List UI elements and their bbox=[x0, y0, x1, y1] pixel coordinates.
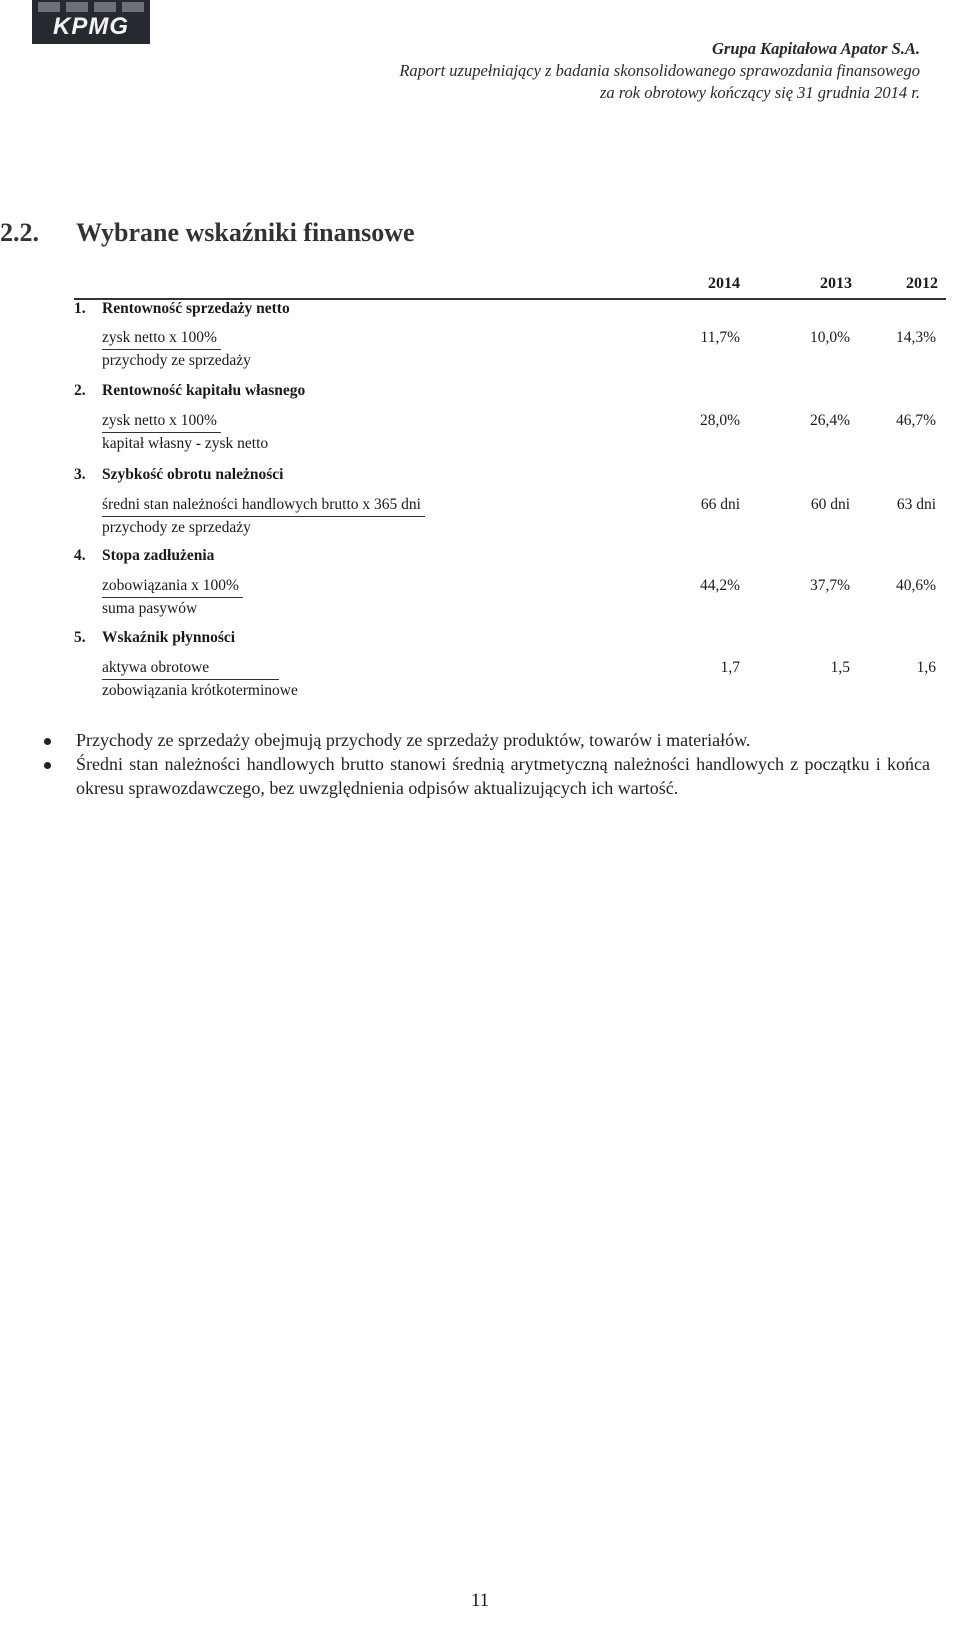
logo-text: KPMG bbox=[53, 13, 129, 40]
ratios-table bbox=[74, 268, 946, 699]
header-line-2: Raport uzupełniający z badania skonsolidowanego sprawozdania finansowego bbox=[399, 61, 920, 80]
formula-denominator: suma pasywów bbox=[102, 600, 198, 617]
formula-numerator: średni stan należności handlowych brutto x 365 dni bbox=[102, 494, 425, 517]
ratio-value: 60 dni bbox=[810, 496, 850, 513]
ratio-value: 1,5 bbox=[830, 659, 850, 676]
bullet-icon bbox=[44, 738, 51, 745]
ratio-value: 66 dni bbox=[700, 496, 740, 513]
section-heading bbox=[0, 218, 415, 248]
logo-blocks bbox=[38, 2, 144, 12]
formula-denominator: przychody ze sprzedaży bbox=[102, 352, 251, 369]
ratio-value: 40,6% bbox=[895, 577, 936, 594]
year-2012: 2012 bbox=[906, 275, 938, 292]
formula-denominator: kapitał własny - zysk netto bbox=[102, 435, 269, 452]
formula-denominator: przychody ze sprzedaży bbox=[102, 519, 251, 536]
formula-numerator: aktywa obrotowe bbox=[102, 657, 279, 680]
ratio-value: 44,2% bbox=[699, 577, 740, 594]
ratio-title: 2. Rentowność kapitału własnego bbox=[74, 382, 306, 399]
section-number: 2.2. bbox=[0, 218, 39, 247]
ratio-title: 3. Szybkość obrotu należności bbox=[74, 466, 284, 483]
year-2014: 2014 bbox=[708, 275, 740, 292]
ratio-value: 37,7% bbox=[809, 577, 850, 594]
note-item: Przychody ze sprzedaży obejmują przychody ze sprzedaży produktów, towarów i materiałów. bbox=[40, 728, 930, 752]
ratio-title: 1. Rentowność sprzedaży netto bbox=[74, 300, 290, 317]
header-line-3: za rok obrotowy kończący się 31 grudnia 2014 r. bbox=[599, 83, 920, 102]
year-2013: 2013 bbox=[820, 275, 852, 292]
notes-list bbox=[40, 728, 930, 800]
ratio-formula bbox=[102, 494, 425, 539]
formula-numerator: zobowiązania x 100% bbox=[102, 575, 243, 598]
page-number: 11 bbox=[470, 1590, 490, 1611]
bullet-icon bbox=[44, 762, 51, 769]
ratio-value: 1,6 bbox=[916, 659, 936, 676]
ratio-value: 26,4% bbox=[809, 412, 850, 429]
report-header bbox=[399, 38, 920, 104]
ratio-formula bbox=[102, 657, 298, 702]
kpmg-logo bbox=[32, 0, 150, 44]
ratio-title: 5. Wskaźnik płynności bbox=[74, 629, 236, 646]
note-item: Średni stan należności handlowych brutto stanowi średnią arytmetyczną należności handlowych z początku i końca okresu sprawozdawczego, bez uwzględnienia odpisów aktualizujących ich wartość. bbox=[40, 752, 930, 800]
ratio-value: 28,0% bbox=[699, 412, 740, 429]
ratio-formula bbox=[102, 575, 243, 620]
ratio-value: 1,7 bbox=[720, 659, 740, 676]
header-company: Grupa Kapitałowa Apator S.A. bbox=[712, 39, 920, 58]
ratio-formula bbox=[102, 410, 268, 455]
years-header-row bbox=[74, 268, 946, 300]
ratio-value: 10,0% bbox=[809, 329, 850, 346]
section-title: Wybrane wskaźniki finansowe bbox=[76, 218, 415, 247]
ratio-value: 46,7% bbox=[895, 412, 936, 429]
ratio-value: 11,7% bbox=[700, 329, 740, 346]
ratio-value: 63 dni bbox=[896, 496, 936, 513]
ratio-title: 4. Stopa zadłużenia bbox=[74, 547, 215, 564]
ratio-value: 14,3% bbox=[895, 329, 936, 346]
formula-numerator: zysk netto x 100% bbox=[102, 327, 221, 350]
formula-numerator: zysk netto x 100% bbox=[102, 410, 221, 433]
formula-denominator: zobowiązania krótkoterminowe bbox=[102, 682, 298, 699]
ratio-formula bbox=[102, 327, 251, 372]
